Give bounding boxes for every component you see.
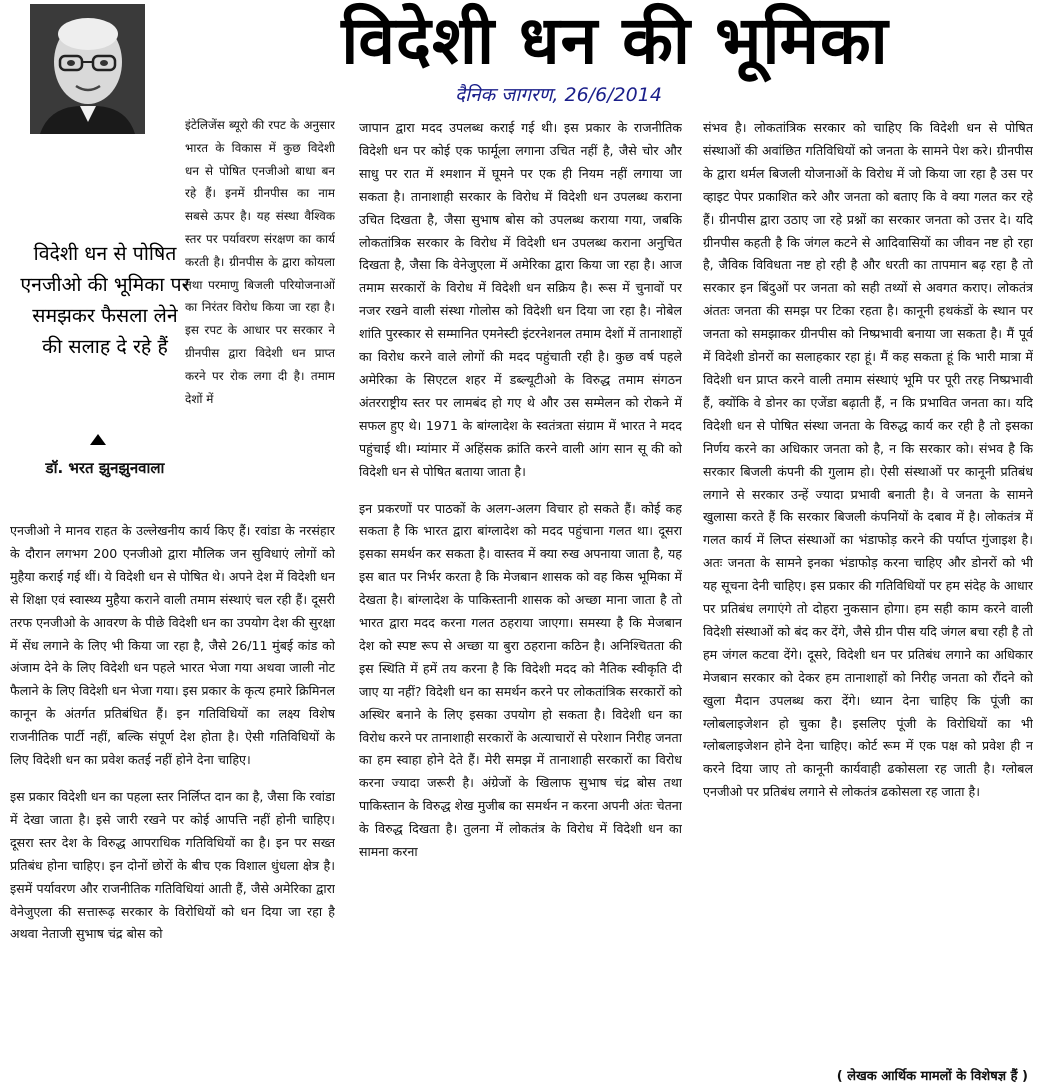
column-2 [359,117,682,1091]
paragraph: इन प्रकरणों पर पाठकों के अलग-अलग विचार हो सकते हैं। कोई कह सकता है कि भारत द्वारा बांग्लादेश को मदद पहुंचाना गलत था। दूसरा इसका समर्थन कर सकता है। वास्तव में क्या रुख अपनाया जाता है, यह इस बात पर निर्भर करता है कि मेजबान शासक को वह किस भूमिका में देखता है। बांग्लादेश के पाकिस्तानी शासक को अच्छा माना जाता है तो भारत द्वारा मदद करना गलत ठहराया जाएगा। समस्या है कि मेजबान देश को स्पष्ट रूप से अच्छा या बुरा ठहराना कठिन है। अनिश्चितता की इस स्थिति में हमें तय करना है कि विदेशी मदद को नैतिक स्वीकृति दी जाए या नहीं? विदेशी धन का समर्थन करने पर लोकतांत्रिक सरकारों को अस्थिर बनाने के लिए इसका उपयोग हो सकता है। विदेशी धन का विरोध करने पर तानाशाही सरकारों के अत्याचारों से परेशान निरीह जनता का हम स्वाहा होने देते हैं। मेरी समझ में तानाशाही सरकारों का विरोध करना ज्यादा जरूरी है। अंग्रेजों के खिलाफ सुभाष चंद्र बोस तथा पाकिस्तान के विरुद्ध शेख मुजीब का समर्थन न करना अपनी अंतः चेतना के विरुद्ध दिखता है। तुलना में लोकतंत्र के विरोध में विदेशी धन का सामना करना [359,500,682,860]
author-portrait-image [30,4,145,134]
author-photo [30,4,145,134]
paragraph: जापान द्वारा मदद उपलब्ध कराई गई थी। इस प्रकार के राजनीतिक विदेशी धन पर कोई एक फार्मूला लगाना उचित नहीं है, जैसे चोर और साधु पर रात में श्मशान में घूमने पर एक ही नियम नहीं लगाया जा सकता है। तानाशाही सरकार के विरोध में विदेशी धन उपलब्ध कराना उचित दिखता है, जैसा सुभाष बोस को उपलब्ध कराया गया, जबकि लोकतांत्रिक सरकार के विरोध में विदेशी धन उपलब्ध कराना अनुचित दिखता है, जैसा कि वेनेजुएला में अमेरिका द्वारा किया जा रहा है। आज तमाम सरकारों के विरोध में विदेशी धन सक्रिय है। रूस में चुनावों पर नजर रखने वाली संस्था गोलोस को विदेशी धन दिया जा रहा है। नोबेल शांति पुरस्कार से सम्मानित एमनेस्टी इंटरनेशनल तमाम देशों में तानाशाहों का विरोध करने वाले लोगों की मदद पहुंचाती रही है। कुछ वर्ष पहले अमेरिका के सिएटल शहर में डब्ल्यूटीओ के विरुद्ध तमाम संगठन अंतरराष्ट्रीय स्तर पर लामबंद हो गए थे और उस सम्मेलन को रोकने में सफल हुए थे। 1971 के बांग्लादेश के स्वतंत्रता संग्राम में भारत ने मदद पहुंचाई थी। म्यांमार में अहिंसक क्रांति करने वाली आंग सान सू की को विदेशी धन से पोषित बताया जाता है। [359,120,682,479]
triangle-icon [90,434,106,445]
author-byline: डॉ. भरत झुनझुनवाला [45,459,165,477]
column-1-top [185,114,335,540]
column-3 [703,117,1033,1091]
source-annotation: दैनिक जागरण, 26/6/2014 [455,84,662,106]
pull-quote: विदेशी धन से पोषित एनजीओ की भूमिका पर समझकर फैसला लेने की सलाह दे रहे हैं [20,242,190,358]
paragraph: एनजीओ ने मानव राहत के उल्लेखनीय कार्य किए हैं। रवांडा के नरसंहार के दौरान लगभग 200 एनजीओ द्वारा मौलिक जन सुविधाएं लोगों को मुहैया कराई गई थीं। ये विदेशी धन से पोषित थे। अपने देश में विदेशी धन से शिक्षा एवं स्वास्थ्य मुहैया कराने वाली तमाम संस्थाएं चल रही हैं। दूसरी तरफ एनजीओ के आवरण के पीछे विदेशी धन का उपयोग देश की सुरक्षा में सेंध लगाने के लिए भी किया जा रहा है, जैसे 26/11 मुंबई कांड को अंजाम देने के लिए विदेशी धन पहले भारत भेजा गया अथवा जाली नोट फैलाने के लिए विदेशी धन भेजा गया। इस प्रकार के कृत्य हमारे क्रिमिनल कानून के अंतर्गत प्रतिबंधित हैं। इन गतिविधियों का लक्ष्य विशेष राजनीतिक पार्टी नहीं, बल्कि संपूर्ण देश होता है। ऐसी गतिविधियों के लिए विदेशी धन का प्रवेश कतई नहीं होने देना चाहिए। [10,523,335,768]
article-headline: विदेशी धन की भूमिका [341,2,889,79]
column-1-bottom [10,520,335,1091]
author-signoff: ( लेखक आर्थिक मामलों के विशेषज्ञ हैं ) [836,1069,1028,1084]
paragraph: इस प्रकार विदेशी धन का पहला स्तर निर्लिप्त दान का है, जैसा कि रवांडा में देखा जाता है। इसे जारी रखने पर कोई आपत्ति नहीं होनी चाहिए। दूसरा स्तर देश के विरुद्ध आपराधिक गतिविधियों का है। इन पर सख्त प्रतिबंध होना चाहिए। इन दोनों छोरों के बीच एक विशाल धुंधला क्षेत्र है। इसमें पर्यावरण और राजनीतिक गतिविधियां आती हैं, जैसे अमेरिका द्वारा वेनेजुएला की सत्तारूढ़ सरकार के विरोधियों को धन दिया जा रहा है अथवा नेताजी सुभाष चंद्र बोस को [10,788,335,942]
paragraph: संभव है। लोकतांत्रिक सरकार को चाहिए कि विदेशी धन से पोषित संस्थाओं की अवांछित गतिविधियों को जनता के सामने पेश करे। ग्रीनपीस के द्वारा थर्मल बिजली योजनाओं के विरोध में जो किया जा रहा है उस पर व्हाइट पेपर प्रकाशित करे और जनता को बताए कि वे क्या गलत कर रहे हैं। ग्रीनपीस द्वारा उठाए जा रहे प्रश्नों का सरकार जनता को उत्तर दे। यदि ग्रीनपीस कहती है कि जंगल कटने से आदिवासियों का जीवन नष्ट हो रहा है, जैविक विविधता नष्ट हो रही है और धरती का तापमान बढ़ रहा है तो सरकार इन बिंदुओं पर जनता को सही तथ्यों से अवगत कराए। लोकतंत्र अंततः जनता की समझ पर टिका रहता है। कानूनी हथकंडों के स्थान पर जनता को समझाकर ग्रीनपीस को निष्प्रभावी बनाया जा सकता है। मैं पूर्व में विदेशी डोनरों का सलाहकार रहा हूं। मैं कह सकता हूं कि भारी मात्रा में विदेशी धन प्राप्त करने वाली तमाम संस्थाएं भूमि पर पूरी तरह निष्प्रभावी हैं, क्योंकि वे डोनर का एजेंडा बढ़ाती हैं, न कि प्रभावित जनता का। यदि विदेशी धन से पोषित संस्था जनता के विरुद्ध कार्य कर रही है तो इसका निर्णय करने का अधिकार जनता को है, न कि सरकार को। संभव है कि सरकार बिजली कंपनी की गुलाम हो। ऐसी संस्थाओं पर कानूनी प्रतिबंध लगाने से सरकार उन्हें ज्यादा प्रभावी बनाती है। वे जनता के सामने खुलासा करते हैं कि सरकार बिजली कंपनियों के दबाव में है। लोकतंत्र में गलत कार्य में लिप्त संस्थाओं का भंडाफोड़ करने की पर्याप्त गुंजाइश है। अतः जनता के सामने इनका भंडाफोड़ करना चाहिए और डोनरों को भी यह सूचना देनी चाहिए। इस प्रकार की गतिविधियों पर हम संदेह के आधार पर प्रतिबंध लगाएंगे तो दोहरा नुकसान होगा। हम सही काम करने वाली विदेशी संस्थाओं को बंद कर देंगे, जैसे ग्रीन पीस यदि जंगल बचा रही है तो हम जंगल कटवा देंगे। दूसरे, विदेशी धन पर प्रतिबंध लगाने का अधिकार मेजबान सरकार को देकर हम तानाशाहों को निरीह जनता को रौंदने को खुला मैदान उपलब्ध करा देंगे। ध्यान देना चाहिए कि पूंजी का ग्लोबलाइजेशन हो चुका है। इसलिए पूंजी के विरोधियों का भी ग्लोबलाइजेशन होने देना चाहिए। कोर्ट रूम में एक पक्ष को प्रवेश ही न करने दिया जाए तो कानूनी कार्यवाही ढकोसला रह जाती है। ग्लोबल एनजीओ पर प्रतिबंध लगाने से लोकतंत्र ढकोसला रह जाता है। [703,120,1033,800]
paragraph: इंटेलिजेंस ब्यूरो की रपट के अनुसार भारत के विकास में कुछ विदेशी धन से पोषित एनजीओ बाधा बन रहे हैं। इनमें ग्रीनपीस का नाम सबसे ऊपर है। यह संस्था वैश्विक स्तर पर पर्यावरण संरक्षण का कार्य करती है। ग्रीनपीस के द्वारा कोयला तथा परमाणु बिजली परियोजनाओं का निरंतर विरोध किया जा रहा है। इस रपट के आधार पर सरकार ने ग्रीनपीस द्वारा विदेशी धन प्राप्त करने पर रोक लगा दी है। तमाम देशों में [185,118,335,406]
